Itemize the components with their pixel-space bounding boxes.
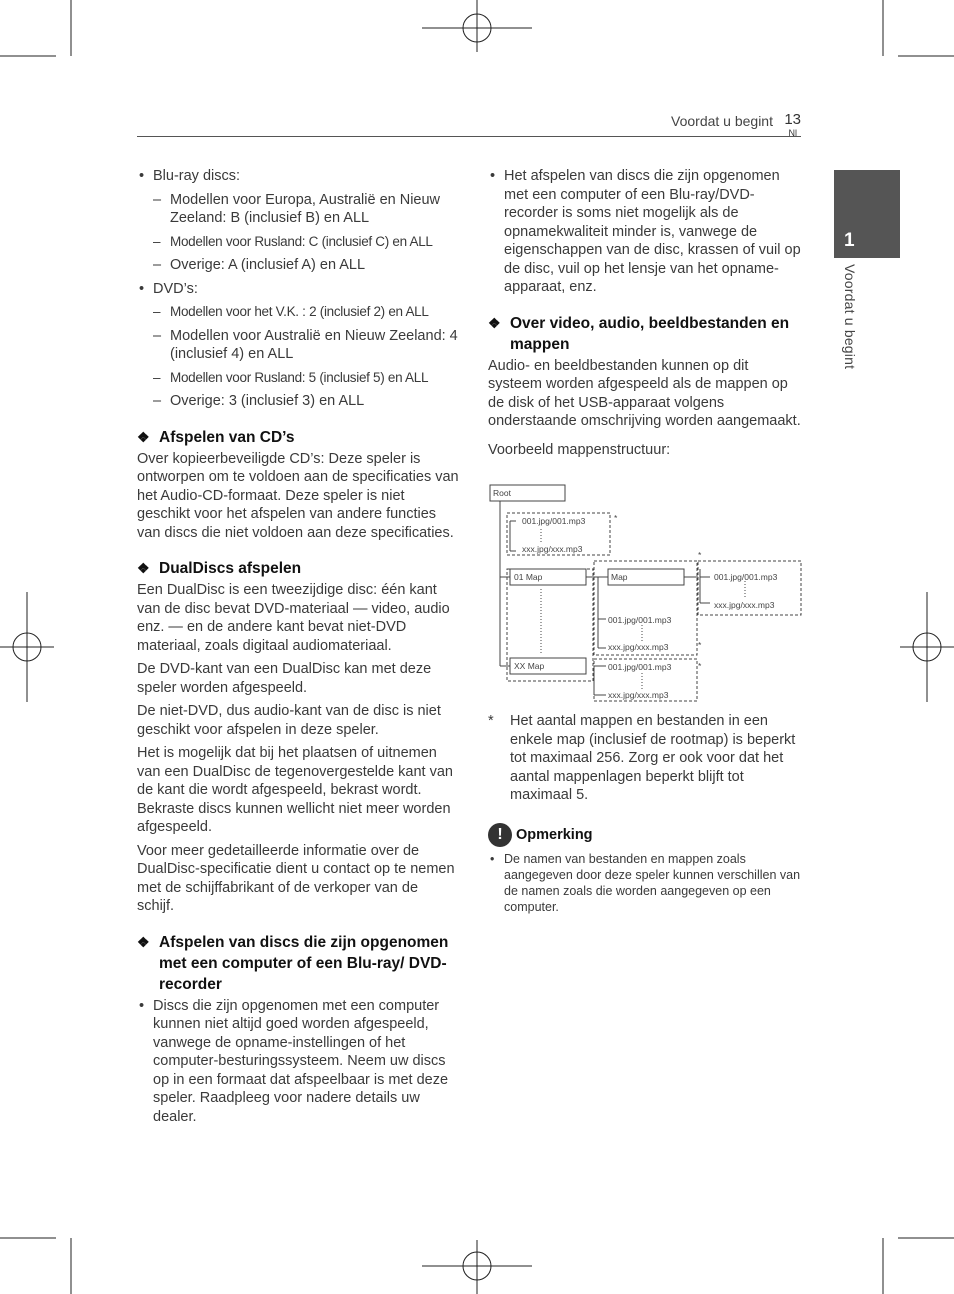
dualdisc-paragraph: Het is mogelijk dat bij het plaatsen of uitnemen van een DualDisc de tegenovergestelde kant van de kant die wordt afgespeeld, bekrast wordt. Bekraste discs kunnen wellicht niet meer worden afgespeeld.	[137, 745, 453, 835]
asterisk-mark: *	[698, 661, 702, 671]
bluray-region-item: – Modellen voor Europa, Australië en Nieuw Zeeland: B (inclusief B) en ALL	[137, 191, 459, 228]
file-label: xxx.jpg/xxx.mp3	[522, 544, 583, 554]
dualdisc-paragraph: De DVD-kant van een DualDisc kan met deze speler worden afgespeeld.	[137, 661, 432, 696]
dualdisc-heading: ❖ DualDiscs afspelen	[137, 558, 459, 579]
file-label: xxx.jpg/xxx.mp3	[714, 600, 775, 610]
language-code: Nl	[788, 128, 797, 138]
header-section-title: Voordat u begint	[671, 113, 773, 129]
cd-text: Over kopieerbeveiligde CD’s: Deze speler is ontworpen om te voldoen aan de specificaties van het Audio-CD-formaat. Deze speler is niet geschikt voor het afspelen van andere functies van discs die niet voldoen aan deze specificaties.	[137, 450, 459, 541]
dvd-region-item: – Modellen voor Australië en Nieuw Zeeland: 4 (inclusief 4) en ALL	[137, 327, 459, 364]
chapter-number: 1	[844, 230, 855, 251]
asterisk-mark: *	[698, 640, 702, 650]
recorded-discs-heading: ❖ Afspelen van discs die zijn opgenomen met een computer of een Blu-ray/ DVD-recorder	[137, 932, 459, 995]
bluray-region-item: – Modellen voor Rusland: C (inclusief C) en ALL	[137, 233, 459, 252]
dualdisc-paragraph: Een DualDisc is een tweezijdige disc: één kant van de disc bevat DVD-materiaal — video, audio enz. — en de andere kant bevat niet-DVD materiaal, zoals digitaal audiomateriaal.	[137, 582, 450, 654]
dvd-region-item: – Modellen voor het V.K. : 2 (inclusief 2) en ALL	[137, 303, 459, 322]
sub-folder-label: Map	[611, 572, 628, 582]
bluray-region-item: – Overige: A (inclusief A) en ALL	[137, 256, 459, 275]
note-text: • De namen van bestanden en mappen zoals aangegeven door deze speler kunnen verschillen van de namen zoals die worden aangegeven op een computer.	[488, 851, 804, 915]
note-label: Opmerking	[516, 826, 593, 843]
example-structure-label: Voorbeeld mappenstructuur:	[488, 441, 671, 458]
files-heading: ❖ Over video, audio, beeldbestanden en mappen	[488, 313, 804, 355]
page-header	[137, 108, 801, 137]
asterisk-mark: *	[698, 550, 702, 560]
cd-heading: ❖ Afspelen van CD’s	[137, 427, 459, 448]
chapter-tab	[834, 170, 900, 258]
note-header	[488, 823, 804, 847]
folder-xx-label: XX Map	[514, 661, 545, 671]
page-number: 13	[784, 111, 801, 128]
files-text: Audio- en beeldbestanden kunnen op dit systeem worden afgespeeld als de mappen op de disk of het USB-apparaat volgens onderstaande omschrijving worden aangemaakt.	[488, 357, 801, 429]
dualdisc-paragraph: De niet-DVD, dus audio-kant van de disc is niet geschikt voor afspelen in deze speler.	[137, 703, 441, 738]
dvd-region-item: – Modellen voor Rusland: 5 (inclusief 5) en ALL	[137, 369, 459, 388]
file-label: xxx.jpg/xxx.mp3	[608, 642, 669, 652]
folder-01-label: 01 Map	[514, 572, 543, 582]
exclamation-icon: !	[488, 823, 512, 847]
dualdisc-paragraph: Voor meer gedetailleerde informatie over de DualDisc-specificatie dient u contact op te nemen met de schijffabrikant of de verkoper van de schijf.	[137, 842, 455, 914]
file-label: 001.jpg/001.mp3	[608, 615, 672, 625]
recorded-discs-bullet: • Discs die zijn opgenomen met een computer kunnen niet altijd goed worden afgespeeld, vanwege de opname-instellingen of het computer-besturingssysteem. Neem uw discs op in een formaat dat afspeelbaar is met deze speler. Raadpleeg voor nadere details uw dealer.	[137, 997, 459, 1127]
dvd-label: • DVD’s:	[137, 280, 459, 299]
file-label: 001.jpg/001.mp3	[522, 516, 586, 526]
chapter-vertical-label: Voordat u begint	[842, 264, 858, 370]
recording-quality-bullet: • Het afspelen van discs die zijn opgenomen met een computer of een Blu-ray/DVD-recorder is soms niet mogelijk als de opnamekwaliteit minder is, vanwege de eigenschappen van de disc, krassen of vuil op de disc, vuil op het lensje van het opname-apparaat, enz.	[488, 167, 804, 297]
root-label: Root	[493, 488, 511, 498]
dvd-region-item: – Overige: 3 (inclusief 3) en ALL	[137, 392, 459, 411]
file-label: 001.jpg/001.mp3	[714, 572, 778, 582]
folder-structure-diagram	[486, 483, 806, 713]
left-column	[137, 167, 459, 1131]
bluray-label: • Blu-ray discs:	[137, 167, 459, 186]
file-label: 001.jpg/001.mp3	[608, 662, 672, 672]
asterisk-mark: *	[614, 513, 618, 523]
folder-limit-footnote: * Het aantal mappen en bestanden in een enkele map (inclusief de rootmap) is beperkt tot maximaal 256. Zorg er ook voor dat het aantal mappenlagen beperkt blijft tot maximaal 5.	[488, 712, 804, 805]
file-label: xxx.jpg/xxx.mp3	[608, 690, 669, 700]
